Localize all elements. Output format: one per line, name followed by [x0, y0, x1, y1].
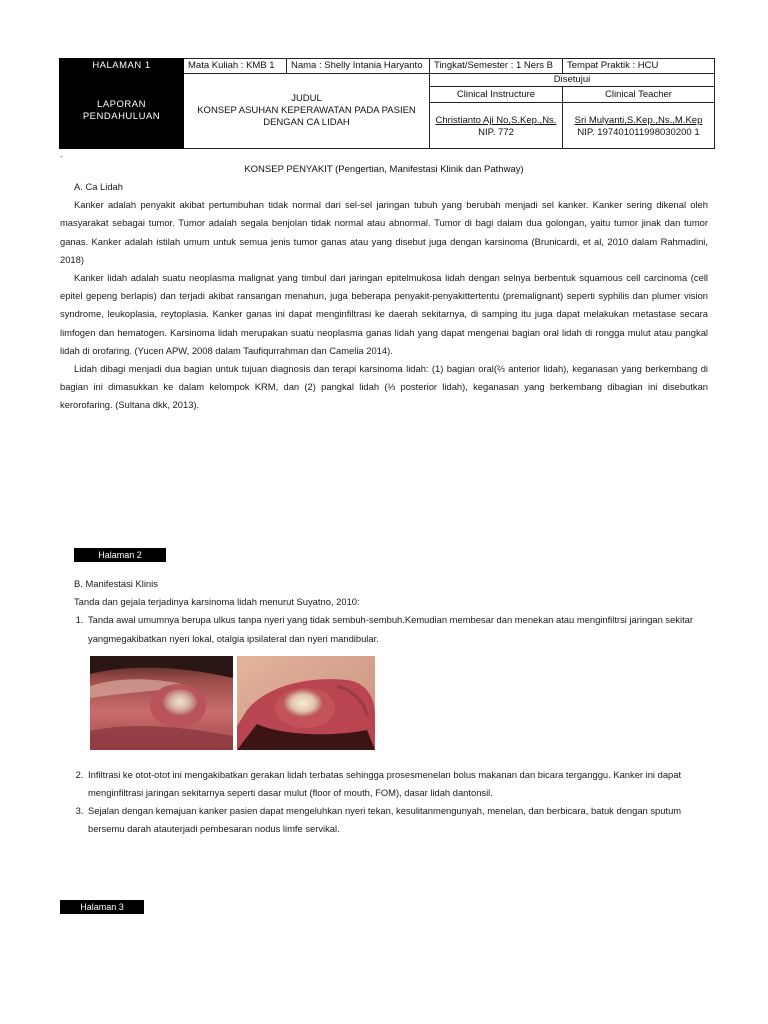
laporan-line2: PENDAHULUAN	[82, 111, 161, 122]
section-a	[60, 178, 708, 415]
stray-dot: .	[60, 149, 63, 159]
tongue-photo-right-image	[237, 656, 375, 750]
ci-nip: NIP. 772	[478, 127, 514, 138]
ct-signature-cell	[563, 103, 715, 149]
laporan-line1: LAPORAN	[97, 99, 146, 110]
judul-cell	[184, 74, 430, 149]
symptom-item-3-text: Sejalan dengan kemajuan kanker pasien dapat mengeluhkan nyeri tekan, kesulitanmengunyah, menelan, dan berbicara, batuk dengan sputum bersemu darah atauterjadi pembesaran nodus limfe servikal.	[88, 805, 682, 835]
ct-name: Sri Mulyanti,S.Kep.,Ns.,M.Kep	[574, 115, 703, 126]
judul-label: JUDUL	[291, 93, 322, 104]
ct-label-cell: Clinical Teacher	[563, 87, 715, 103]
tingkat-cell: Tingkat/Semester : 1 Ners B	[430, 59, 563, 74]
section-a-paragraph-2: Kanker lidah adalah suatu neoplasma malignat yang timbul dari jaringan epitelmukosa lidah dengan selnya berbentuk squamous cell carcinoma (cell epitel gepeng berlapis) dan terjadi akibat ransangan menahun, juga beberapa penyakit-penyakittertentu (premalignant) seperti syphilis dan plumer vision syndrome, leukoplasia, reytoplasia. Kanker ganas ini dapat menginfiltrasi ke daerah sekitarnya, di samping itu juga dapat melakukan metastase secara limfogen dan hematogen. Karsinoma lidah merupakan suatu neoplasma ganas lidah yang dapat mengenai bagian oral lidah di rongga mulut atau pangkal lidah di orofaring. (Yucen APW, 2008 dalam Taufiqurrahman dan Camelia 2014).	[60, 272, 708, 356]
tongue-photo-left	[90, 656, 233, 750]
tongue-photo-right	[237, 656, 375, 750]
page-2-label: Halaman 2	[74, 548, 166, 562]
symptom-item-1	[86, 611, 708, 647]
ct-nip: NIP. 197401011998030200 1	[577, 127, 700, 138]
symptom-item-1-text: Tanda awal umumnya berupa ulkus tanpa nyeri yang tidak sembuh-sembuh.Kemudian membesar dan menekan atau menginfiltrsi jaringan sekitar yangmegakibatkan nyeri lokal, otalgia ipsilateral dan nyeri mandibular.	[88, 614, 694, 644]
section-title: KONSEP PENYAKIT (Pengertian, Manifestasi Klinik dan Pathway)	[244, 164, 524, 175]
section-a-paragraph-1: Kanker adalah penyakit akibat pertumbuhan tidak normal dari sel-sel jaringan tubuh yang berubah menjadi sel kanker. Kanker sering dikenal oleh masyarakat sebagai tumor. Tumor adalah segala benjolan tidak normal atau abnormal. Tumor di bagi dalam dua golongan, yaitu tumor jinak dan tumor ganas. Kanker adalah istilah umum untuk semua jenis tumor ganas atau yang disebut juga dengan karsinoma (Brunicardi, et al, 2010 dalam Rahmadini, 2018)	[60, 199, 708, 265]
tongue-photo-left-image	[90, 656, 233, 750]
page-3-label: Halaman 3	[60, 900, 144, 914]
tempat-cell: Tempat Praktik : HCU	[563, 59, 715, 74]
judul-line2: DENGAN CA LIDAH	[263, 117, 350, 128]
symptom-item-3	[86, 802, 708, 838]
disetujui-cell: Disetujui	[430, 74, 715, 87]
ci-signature-cell	[430, 103, 563, 149]
section-a-heading: A. Ca Lidah	[74, 181, 123, 192]
laporan-cell	[60, 74, 184, 149]
ci-label-cell: Clinical Instructure	[430, 87, 563, 103]
symptom-item-2-text: Infiltrasi ke otot-otot ini mengakibatkan gerakan lidah terbatas sehingga prosesmenelan bolus makanan dan bicara terganggu. Kanker ini dapat menginfiltrasi jaringan sekitarnya seperti dasar mulut (floor of mouth, FOM), dasar lidah dantonsil.	[88, 768, 682, 799]
section-b-heading: B. Manifestasi Klinis	[74, 578, 158, 589]
nama-cell: Nama : Shelly Intania Haryanto	[287, 59, 430, 74]
section-b-intro: Tanda dan gejala terjadinya karsinoma lidah menurut Suyatno, 2010:	[74, 596, 360, 608]
section-a-paragraph-3: Lidah dibagi menjadi dua bagian untuk tujuan diagnosis dan terapi karsinoma lidah: (1) bagian oral(⅔ anterior lidah), keganasan yang berkembang di bagian ini dimasukkan ke dalam kelompok KRM, dan (2) pangkal lidah (⅓ posterior lidah), keganasan yang berkembang dibagian ini disebutkan kerorofaring. (Sultana dkk, 2013).	[60, 363, 708, 411]
judul-line1: KONSEP ASUHAN KEPERAWATAN PADA PASIEN	[197, 105, 416, 116]
symptom-item-2	[86, 766, 708, 802]
mata-kuliah-cell: Mata Kuliah : KMB 1	[184, 59, 287, 74]
halaman-cell: HALAMAN 1	[60, 59, 184, 74]
ci-name: Christianto Aji No,S.Kep.,Ns.	[435, 115, 557, 126]
header-table	[59, 58, 715, 149]
